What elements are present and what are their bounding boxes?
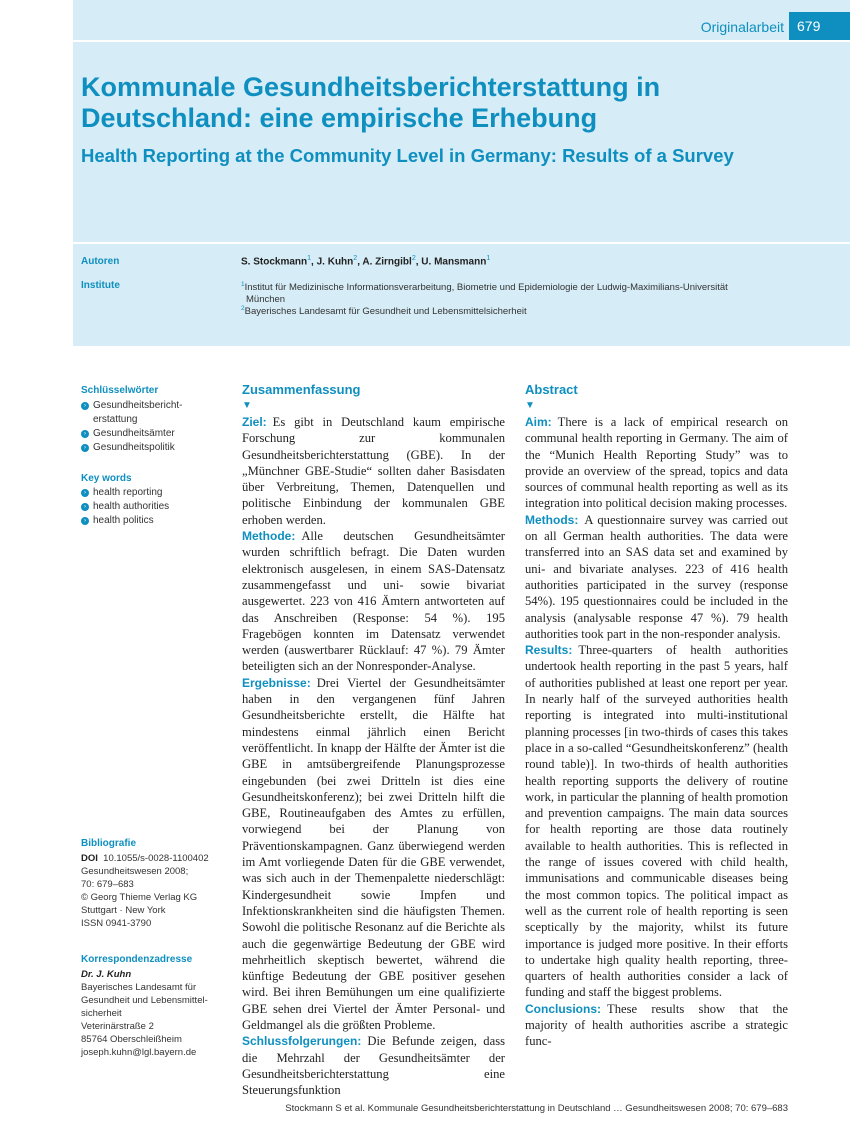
bibliography: DOI 10.1055/s-0028-1100402 Gesundheitswesen 2008; 70: 679–683 © Georg Thieme Verlag KG Stuttgart · New York ISSN 0941-3790 [81, 853, 209, 929]
abstract-section: Aim: There is a lack of empirical research on communal health reporting in Germany. The aim of the “Munich Health Reporting Study” was to provide an overview of the spread, topics and data sources of communal health reporting as well as its integration into political decision making processes. [525, 415, 788, 511]
bullet-icon: › [81, 517, 89, 525]
author-list: S. Stockmann$^1$, J. Kuhn$^2$, A. Zirngibl$^2$, U. Mansmann$^1$ [241, 255, 491, 268]
abstract-section: Methode: Alle deutschen Gesundheitsämter wurden schriftlich befragt. Die Daten wurden elektronisch ausgelesen, in einem SAS-Datensatz zusammengefasst und uni- sowie bivariat ausgewertet. 223 von 416 Ämtern antworteten auf das Anschreiben (Response: 54 %). 195 Fragebögen konnten im Datensatz verwendet werden (auswertbarer Rücklauf: 47 %). 79 Ämter beteiligten sich an der Nonresponder-Analyse. [242, 529, 505, 674]
keywords-de-list [81, 399, 221, 455]
institutes-label: Institute [81, 280, 120, 291]
abstract-de-heading: Zusammenfassung [242, 382, 361, 397]
title-german: Kommunale Gesundheitsberichterstattung in Deutschland: eine empirische Erhebung [81, 72, 661, 133]
bullet-icon: › [81, 503, 89, 511]
section-label: Originalarbeit [700, 19, 784, 35]
abstract-german [242, 381, 505, 1098]
title-divider [73, 242, 850, 244]
keyword-item: › health authorities [81, 500, 221, 514]
title-english: Health Reporting at the Community Level in Germany: Results of a Survey [81, 145, 734, 166]
triangle-icon: ▼ [525, 400, 535, 411]
page-number: 679 [789, 12, 850, 40]
email-link[interactable]: joseph.kuhn@lgl.bayern.de [81, 1047, 197, 1058]
triangle-icon: ▼ [242, 400, 252, 411]
abstract-section: Schlussfolgerungen: Die Befunde zeigen, dass die Mehrzahl der Gesundheitsämter der Gesundheitsberichterstattung eine Steuerungsfunktion [242, 1034, 505, 1098]
abstract-english [525, 381, 788, 1050]
header-divider [73, 40, 850, 42]
institute-1: $^1$Institut für Medizinische Informationsverarbeitung, Biometrie und Epidemiologie der Ludwig-Maximilians-Universität München [241, 281, 728, 306]
keywords-de-heading: Schlüsselwörter [81, 385, 159, 396]
bullet-icon: › [81, 430, 89, 438]
correspondence-address: Dr. J. Kuhn Bayerisches Landesamt für Gesundheit und Lebensmittel- sicherheit Veterinärstraße 2 85764 Oberschleißheim joseph.kuhn@lgl.bayern.de [81, 969, 208, 1058]
keywords-en-heading: Key words [81, 473, 132, 484]
author: S. Stockmann [241, 256, 308, 268]
author: U. Mansmann [421, 256, 487, 268]
abstract-section: Ziel: Es gibt in Deutschland kaum empirische Forschung zur kommunalen Gesundheitsberichterstattung (GBE). In der „Münchner GBE-Studie“ sollten daher Basisdaten über Verbreitung, Themen, Datenquellen und politische Einbindung der kommunalen GBE erhoben werden. [242, 415, 505, 527]
correspondence-heading: Korrespondenzadresse [81, 954, 193, 965]
institute-2: $^2$Bayerisches Landesamt für Gesundheit und Lebensmittelsicherheit [241, 305, 527, 318]
bullet-icon: › [81, 489, 89, 497]
keywords-en-list [81, 486, 221, 528]
author: A. Zirngibl [362, 256, 412, 268]
bullet-icon: › [81, 444, 89, 452]
abstract-section: Results: Three-quarters of health authorities undertook health reporting in the past 5 years, half of authorities published at least one report per year. In nearly half of the surveyed authorities health reporting is integrated into multi-institutional planning processes [in two-thirds of cases this takes place in a so-called “Gesundheitskonferenz” (health round table)]. In two-thirds of health authorities health reporting supports the delivery of routine work, in particular the planning of health promotion and prevention campaigns. The main data sources for health reporting are those data routinely available to health authorities. This is reflected in the range of issues covered with child health, immunisations and communicable diseases being the most common topics. The political impact as well as the current role of health reporting is seen sceptically by the majority, whilst its future importance is judged more positive. In their efforts to undertake high quality health reporting, three-quarters of health authorities consider a lack of funding and staff the biggest problems. [525, 643, 788, 1000]
abstract-en-heading: Abstract [525, 382, 578, 397]
abstract-section: Ergebnisse: Drei Viertel der Gesundheitsämter haben in den vergangenen fünf Jahren Gesundheitsberichte erstellt, die Hälfte hat mindestens einmal jährlich einen Bericht veröffentlicht. In knapp der Hälfte der Ämter ist die GBE in amtsübergreifende Planungsprozesse eingebunden (bei zwei Dritteln ist dies eine Gesundheitskonferenz); bei zwei Dritteln hilft die GBE, Routineaufgaben des Amtes zu erfüllen, vorwiegend bei der Planung von Präventionskampagnen. Ganz überwiegend werden im Amt vorliegende Daten für die GBE verwendet, was sich auch in der Themenpalette niederschlägt: Kindergesundheit sowie Impfen und Infektionskrankheiten sind die häufigsten Themen. Sowohl die politische Resonanz auf die Berichte als auch die gegenwärtige Bedeutung der GBE wird mehrheitlich skeptisch bewertet, während die künftige Bedeutung der GBE positiver gesehen wird. Bei ihren Bemühungen um eine qualifizierte GBE sehen drei Viertel der Ämter Personal- und Geldmangel als die größten Probleme. [242, 675, 505, 1032]
biblio-heading: Bibliografie [81, 838, 137, 849]
doi: 10.1055/s-0028-1100402 [103, 853, 209, 864]
keyword-item: › health reporting [81, 486, 221, 500]
page-footer: Stockmann S et al. Kommunale Gesundheitsberichterstattung in Deutschland … Gesundheitswesen 2008; 70: 679–683 [285, 1103, 788, 1114]
authors-label: Autoren [81, 256, 120, 267]
keyword-item: › Gesundheitsämter [81, 427, 221, 441]
bullet-icon: › [81, 402, 89, 410]
keyword-item: › Gesundheitspolitik [81, 441, 221, 455]
author: J. Kuhn [316, 256, 354, 268]
abstract-section: Methods: A questionnaire survey was carried out on all German health authorities. The data were transferred into an SAS data set and examined by uni- and bivariate analyses. 223 of 416 health authorities participated in the survey (response 54%). 195 questionnaires could be included in the analysis (analysable response 47 %). 79 health authorities took part in the non-responder analysis. [525, 512, 788, 641]
abstract-section: Conclusions: These results show that the majority of health authorities ascribe a strategic func- [525, 1001, 788, 1049]
keyword-item: › Gesundheitsbericht- erstattung [81, 399, 221, 427]
keyword-item: › health politics [81, 514, 221, 528]
